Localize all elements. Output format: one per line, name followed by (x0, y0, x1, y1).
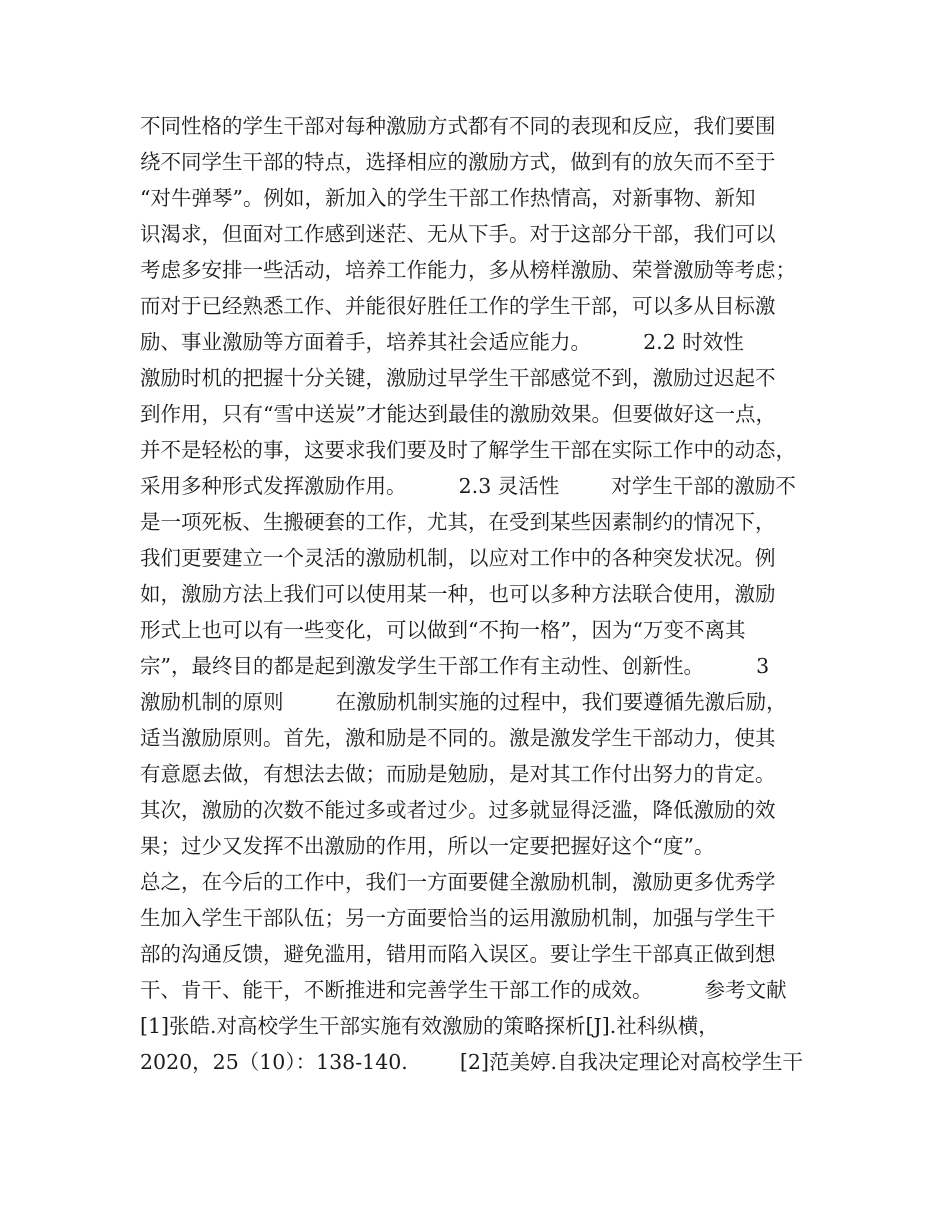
text-line: 而对于已经熟悉工作、并能很好胜任工作的学生干部，可以多从目标激 (140, 294, 776, 318)
text-line: 并不是轻松的事，这要求我们要及时了解学生干部在实际工作中的动态， (140, 438, 796, 462)
text-line: 生加入学生干部队伍；另一方面要恰当的运用激励机制，加强与学生干 (140, 906, 776, 930)
text-line: 识渴求，但面对工作感到迷茫、无从下手。对于这部分干部，我们可以 (140, 222, 776, 246)
text-line: 适当激励原则。首先，激和励是不同的。激是激发学生干部动力，使其 (140, 726, 776, 750)
body-text (140, 108, 830, 1080)
reference-line: 2020，25（10）：138-140. [2]范美婷.自我决定理论对高校学生干 (140, 1050, 803, 1074)
text-line: 激励时机的把握十分关键，激励过早学生干部感觉不到，激励过迟起不 (140, 366, 776, 390)
text-line: 激励机制的原则 在激励机制实施的过程中，我们要遵循先激后励， (140, 690, 787, 714)
text-line: 如，激励方法上我们可以使用某一种，也可以多种方法联合使用，激励 (140, 582, 776, 606)
text-line: 到作用，只有“雪中送炭”才能达到最佳的激励效果。但要做好这一点， (140, 402, 776, 426)
text-line: 宗”，最终目的都是起到激发学生干部工作有主动性、创新性。 3 (140, 654, 770, 678)
text-line: 励、事业激励等方面着手，培养其社会适应能力。 2.2 时效性 (140, 330, 744, 354)
text-line: 干、肯干、能干，不断推进和完善学生干部工作的成效。 参考文献 (140, 978, 787, 1002)
text-line: 我们更要建立一个灵活的激励机制，以应对工作中的各种突发状况。例 (140, 546, 776, 570)
text-line: 采用多种形式发挥激励作用。 2.3 灵活性 对学生干部的激励不 (140, 474, 796, 498)
text-line: 其次，激励的次数不能过多或者过少。过多就显得泛滥，降低激励的效 (140, 798, 776, 822)
text-line: 果；过少又发挥不出激励的作用，所以一定要把握好这个“度”。 (140, 834, 715, 858)
text-line: 考虑多安排一些活动，培养工作能力，多从榜样激励、荣誉激励等考虑； (140, 258, 796, 282)
reference-line: [1]张皓.对高校学生干部实施有效激励的策略探析[J].社科纵横， (140, 1014, 719, 1038)
text-line: “对牛弹琴”。例如，新加入的学生干部工作热情高，对新事物、新知 (140, 186, 756, 210)
text-line: 绕不同学生干部的特点，选择相应的激励方式，做到有的放矢而不至于 (140, 150, 776, 174)
text-line: 形式上也可以有一些变化，可以做到“不拘一格”，因为“万变不离其 (140, 618, 746, 642)
text-line: 部的沟通反馈，避免滥用，错用而陷入误区。要让学生干部真正做到想 (140, 942, 776, 966)
text-line: 有意愿去做，有想法去做；而励是勉励，是对其工作付出努力的肯定。 (140, 762, 776, 786)
text-line: 不同性格的学生干部对每种激励方式都有不同的表现和反应，我们要围 (140, 114, 776, 138)
text-line: 是一项死板、生搬硬套的工作，尤其，在受到某些因素制约的情况下， (140, 510, 776, 534)
text-line: 总之，在今后的工作中，我们一方面要健全激励机制，激励更多优秀学 (140, 870, 776, 894)
